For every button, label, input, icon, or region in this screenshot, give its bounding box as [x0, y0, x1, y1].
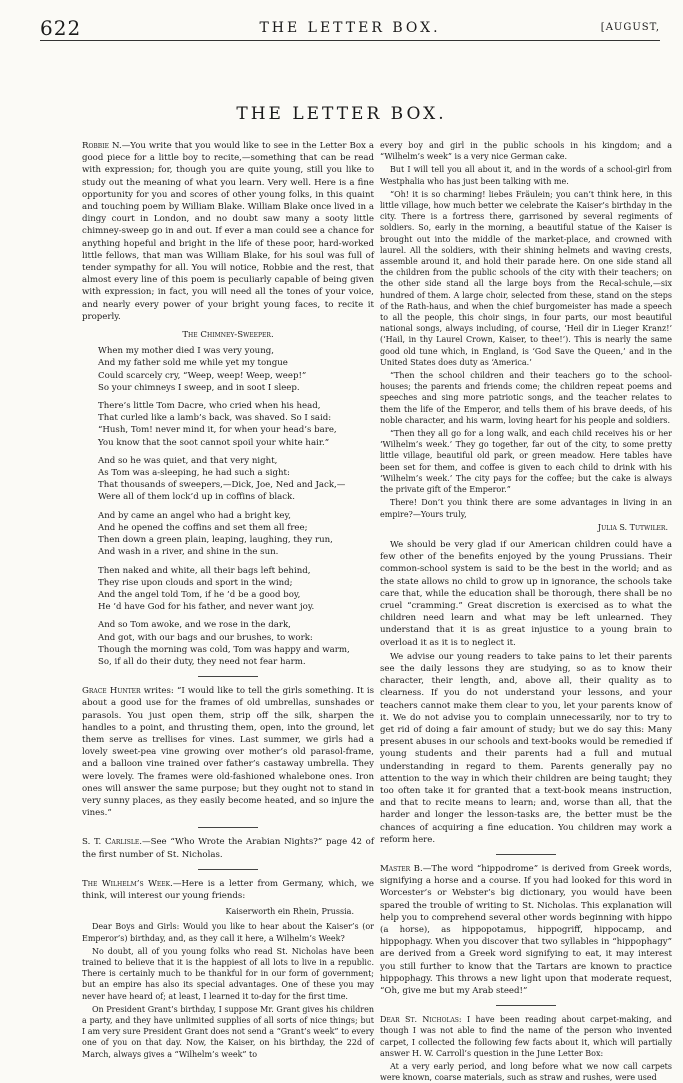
poem-stanza: [98, 510, 374, 559]
letter-paragraph: No doubt, all of you young folks who read St. Nicholas have been trained to believe that it is the happiest of all lots to live in a republic. There is certainly much to be thankful for in our form of government; but an empire has also its special advantages. One of these you may never have heard of; at least, I learned it to-day for the first time.: [82, 946, 374, 1001]
poem-stanza: [98, 400, 374, 449]
letter-paragraph: every boy and girl in the public schools in his kingdom; and a “Wilhelm’s week” is a very nice German cake.: [380, 141, 672, 162]
page-number: 622: [40, 16, 82, 40]
letter-signature: Julia S. Tutwiler.: [597, 522, 668, 532]
poem-title: The Chimney-Sweeper.: [182, 330, 274, 341]
masterb-text: —The word “hippodrome” is derived from Greek words, signifying a horse and a course. If you had looked for this word in Worcester’s or Webster’s big dictionary, you would have been spared the trouble of writing to St. Nicholas. This explanation will help you to comprehend several other words beginning with hippo (a horse), as hippopotamus, hippogriff, hippocamp, and hippophagy. When you discover that two syllables in “hippophagy” are derived from a Greek word signifying to eat, it may interest you still further to know that the Tartars are known to practice hippophagy. This throws a new light upon that moderate request, “Oh, give me but my Arab steed!”: [380, 863, 673, 997]
poem-line: And got, with our bags and our brushes, to work:: [98, 632, 313, 643]
letter-paragraph: “Oh! it is so charming! liebes Fräulein; you can’t think here, in this little village, how much better we celebrate the Kaiser’s birthday in the city. There is a fortress there, garrisoned by several regiments of soldiers. So, early in the morning, a beautiful statue of the Kaiser is brought out into the middle of the market-place, and crowned with laurel. All the soldiers, with their shining helmets and waving crests, assemble around it, and hold their parade here. On one side stand all the children from the public schools of the city with their teachers; on the other side stand all the large boys from the Recal-schule,—six hundred of them. A large choir, selected from these, stand on the steps of the Rath-haus, and when the chief burgomeister has made a speech to all the people, this choir sings, in four parts, our most beautiful national songs, always including, of course, ‘Heil dir in Lieger Kranz!’ (‘Hail, in thy Laurel Crown, Kaiser, to thee!’). This is nearly the same good old tune which, in England, is ‘God Save the Queen,’ and in the United States does duty as ‘America.’: [380, 189, 672, 367]
poem-line: They rise upon clouds and sport in the wind;: [98, 577, 293, 588]
section-divider: [496, 854, 556, 855]
poem-stanza: [98, 345, 374, 394]
poem-line: Then naked and white, all their bags left behind,: [98, 565, 311, 576]
letter-paragraph: Dear Boys and Girls: Would you like to hear about the Kaiser’s (or Emperor’s) birthday, and, as they call it here, a Wilhelm’s Week?: [82, 922, 374, 943]
letter-place: Kaiserworth ein Rhein, Prussia.: [225, 907, 354, 917]
poem-line: As Tom was a-sleeping, he had such a sight:: [98, 468, 290, 479]
poem-line: And so he was quiet, and that very night,: [98, 455, 278, 466]
poem-line: So your chimneys I sweep, and in soot I sleep.: [98, 382, 300, 393]
wilhelm-intro: [82, 878, 374, 902]
poem-stanza: [98, 619, 374, 668]
poem-line: And the angel told Tom, if he ’d be a good boy,: [98, 589, 301, 600]
poem-stanza: [98, 455, 374, 504]
carlisle-name: S. T. Carlisle.: [82, 837, 142, 848]
poem-line: And he opened the coffins and set them all free;: [98, 522, 308, 533]
editorial-paragraph: We should be very glad if our American children could have a few other of the benefits enjoyed by the young Prussians. Their common-school system is said to be the best in the world; and as the state allows no child to grow up in ignorance, the schools take care that, while the education shall be thorough, there shall be no cruel “cramming.” Great discretion is exercised as to what the children need learn and what may be left unlearned. They understand that it is as great injustice to a young brain to overload it as it is to neglect it.: [380, 539, 672, 648]
section-divider: [496, 1005, 556, 1006]
robbie-letter: [82, 140, 374, 323]
grace-text: writes: “I would like to tell the girls something. It is about a good use for the frames of old umbrellas, sunshades or parasols. You just open them, strip off the silk, sharpen the handles to a point, and thrusting them, open, into the ground, let them serve as trellises for vines. Last summer, we girls had a lovely sweet-pea vine growing over mother’s old parasol-frame, and a balloon vine trained over father’s castaway umbrella. They were lovely. The frames were old-fashioned whalebone ones. Iron ones will answer the same purpose; but they ought not to stand in very sunny places, as they easily become heated, and so injure the vines.”: [82, 686, 374, 819]
poem: [98, 345, 374, 668]
running-title: THE LETTER BOX.: [259, 20, 441, 36]
robbie-text: —You write that you would like to see in the Letter Box a good piece for a little boy to recite,—something that can be read with expression; for, though you are quite young, still you like to study out the meaning of what you learn. Very well. Here is a fine opportunity for you and scores of other young folks, in this quaint and touching poem by William Blake. William Blake once lived in a dingy court in London, and no doubt saw many a sooty little chimney-sweep go in and out. If ever a man could see a chance for anything hopeful and bright in the life of these poor, hard-worked little fellows, that man was William Blake, for his soul was full of tender sympathy for all. You will notice, Robbie and the rest, that almost every line of this poem is peculiarly capable of being given with expression; in fact, you will need all the tones of your voice, and nearly every power of your bright young faces, to recite it properly.: [82, 141, 374, 322]
carpet-text: : I have been reading about carpet-making, and though I was not able to find the name of the person who invented carpet, I collected the following few facts about it, which will partially answer H. W. Carroll’s question in the June Letter Box:: [380, 1015, 672, 1058]
letter-paragraph: On President Grant’s birthday, I suppose Mr. Grant gives his children a party, and they have unlimited supplies of all sorts of nice things; but I am very sure President Grant does not send a “Grant’s week” to every one of you on that day. Now, the Kaiser, on his birthday, the 22d of March, always gives a “Wilhelm’s week” to: [82, 1004, 374, 1059]
poem-line: So, if all do their duty, they need not fear harm.: [98, 656, 306, 667]
robbie-name: Robbie N.: [82, 141, 122, 151]
wilhelm-intro-name: The Wilhelm’s Week.: [82, 878, 173, 889]
right-column: [380, 140, 673, 1083]
poem-line: “Hush, Tom! never mind it, for when your head’s bare,: [98, 425, 337, 436]
poem-line: And wash in a river, and shine in the sun.: [98, 547, 279, 558]
poem-line: There’s little Tom Dacre, who cried when his head,: [98, 401, 321, 412]
poem-line: You know that the soot cannot spoil your white hair.”: [98, 437, 330, 448]
letter-paragraph: There! Don’t you think there are some advantages in living in an empire?—Yours truly,: [380, 498, 672, 519]
poem-line: And so Tom awoke, and we rose in the dark,: [98, 620, 291, 631]
poem-line: Though the morning was cold, Tom was happy and warm,: [98, 644, 350, 655]
left-column: [82, 140, 374, 1059]
poem-line: Were all of them lock’d up in coffins of black.: [98, 492, 295, 503]
grace-letter: [82, 685, 374, 819]
running-month: [AUGUST,: [600, 22, 660, 33]
grace-name: Grace Hunter: [82, 686, 141, 697]
poem-stanza: [98, 565, 374, 614]
poem-line: And by came an angel who had a bright key,: [98, 510, 291, 521]
poem-line: When my mother died I was very young,: [98, 346, 274, 357]
poem-line: Then down a green plain, leaping, laughing, they run,: [98, 535, 333, 546]
carlisle-text: —See “Who Wrote the Arabian Nights?” page 42 of the first number of St. Nicholas.: [82, 837, 374, 860]
masterb-name: Master B.: [380, 863, 423, 874]
carpet-letter: [380, 1014, 672, 1059]
section-divider: [198, 827, 258, 828]
letter-paragraph: “Then they all go for a long walk, and each child receives his or her ‘Wilhelm’s week.’ They go together, far out of the city, to some pretty little village, beautiful old park, or green meadow. Here tables have been set for them, and coffee is given to each child to drink with his ‘Wilhelm’s week.’ The city pays for the coffee; but the cake is always the private gift of the Emperor.”: [380, 429, 672, 495]
carpet-paragraph: At a very early period, and long before what we now call carpets were known, coarse materials, such as straw and rushes, were used: [380, 1062, 672, 1083]
page-title: THE LETTER BOX.: [236, 104, 447, 124]
letter-paragraph: “Then the school children and their teachers go to the school-houses; the parents and friends come; the children repeat poems and speeches and sing more patriotic songs, and the teacher relates to them the life of the Emperor, and tells them of his brave deeds, of his noble character, and his warm, loving heart for his people and soldiers.: [380, 371, 672, 425]
letter-paragraph: But I will tell you all about it, and in the words of a school-girl from Westphalia who has just been talking with me.: [380, 165, 672, 186]
page-header: [40, 16, 660, 56]
carpet-salutation: Dear St. Nicholas: [380, 1015, 459, 1025]
poem-line: And my father sold me while yet my tongue: [98, 358, 288, 369]
masterb-note: [380, 863, 672, 997]
section-divider: [198, 676, 258, 677]
poem-line: Could scarcely cry, “Weep, weep! Weep, weep!”: [98, 370, 307, 381]
poem-line: That thousands of sweepers,—Dick, Joe, Ned and Jack,—: [98, 480, 346, 491]
header-rule: [40, 40, 660, 41]
editorial-paragraph: We advise our young readers to take pains to let their parents see the daily lessons they are studying, so as to know their character, their length, and, above all, their quality as to clearness. If you do not understand your lessons, and your teachers cannot make them clear to you, let your parents know of it. We do not advise you to complain unnecessarily, nor to try to get rid of doing a fair amount of study; but we do say this: Many present abuses in our schools and text-books would be remedied if young students and their parents had a full and mutual understanding in regard to them. Parents generally pay no attention to the way in which their children are being taught; they too often take it for granted that a text-book means instruction, and that to recite means to learn; and, worse than all, that the harder and longer the lesson-tasks are, the better must be the chances of acquiring a fine education. You children may work a reform here.: [380, 651, 672, 845]
poem-line: He ’d have God for his father, and never want joy.: [98, 602, 315, 613]
section-divider: [198, 869, 258, 870]
carlisle-note: [82, 836, 374, 860]
wilhelm-intro-text: —Here is a letter from Germany, which, we think, will interest our young friends:: [82, 878, 374, 901]
poem-line: That curled like a lamb’s back, was shaved. So I said:: [98, 413, 332, 424]
